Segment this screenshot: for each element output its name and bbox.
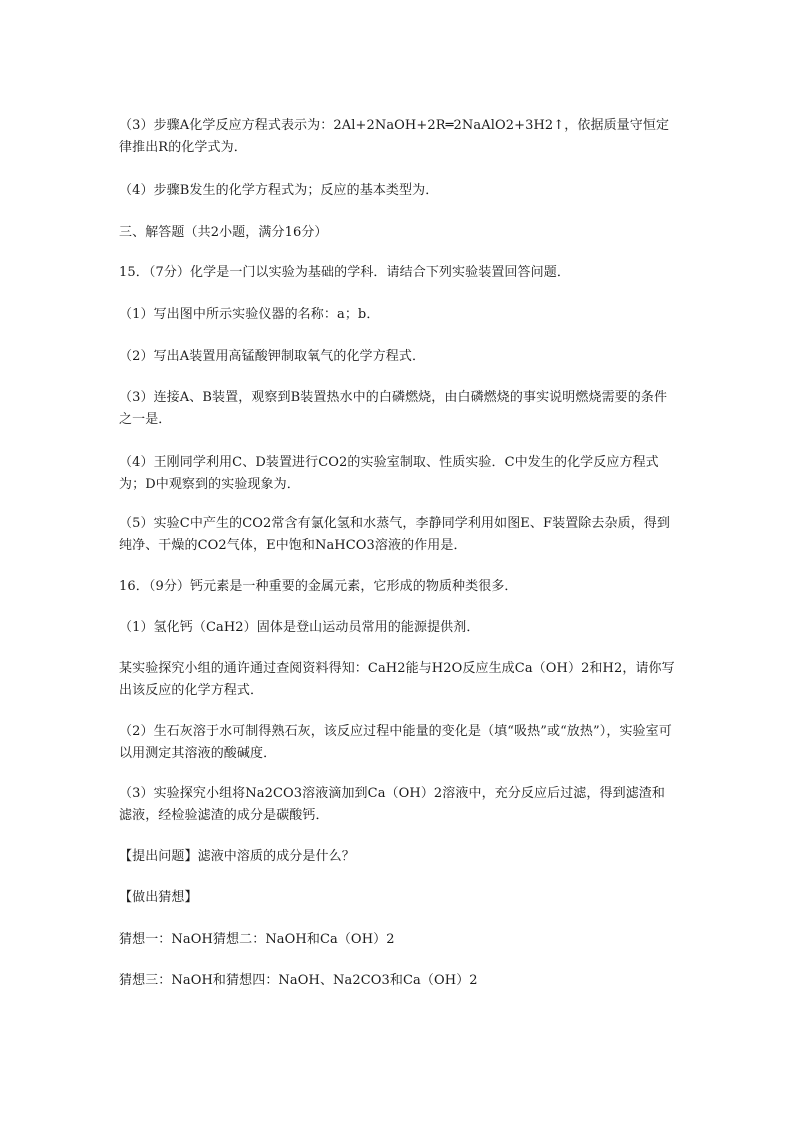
question-15-stem: 15．（7分）化学是一门以实验为基础的学科．请结合下列实验装置回答问题． — [119, 265, 570, 280]
question-15-part-3: （3）连接A、B装置，观察到B装置热水中的白磷燃烧，由白磷燃烧的事实说明燃烧需要的条件之一是． — [119, 390, 668, 427]
question-14-part-3: （3）步骤A化学反应方程式表示为：2Al+2NaOH+2R═2NaAlO2+3H2↑，依据质量守恒定律推出R的化学式为． — [119, 118, 670, 155]
question-16-research-note: 某实验探究小组的通许通过查阅资料得知：CaH2能与H2O反应生成Ca（OH）2和H2，请你写出该反应的化学方程式． — [119, 661, 675, 698]
question-14-part-4: （4）步骤B发生的化学方程式为；反应的基本类型为． — [119, 183, 439, 198]
hypotheses-3-4: 猜想三：NaOH和猜想四：NaOH、Na2CO3和Ca（OH）2 — [119, 973, 478, 988]
question-16-part-2: （2）生石灰溶于水可制得熟石灰，该反应过程中能量的变化是（填“吸热”或“放热”），实验室可以用测定其溶液的酸碱度． — [119, 724, 672, 761]
make-hypothesis-heading: 【做出猜想】 — [119, 890, 198, 905]
question-15-part-1: （1）写出图中所示实验仪器的名称：a；b． — [119, 307, 380, 322]
hypotheses-1-2: 猜想一：NaOH猜想二：NaOH和Ca（OH）2 — [119, 932, 395, 947]
question-15-part-5: （5）实验C中产生的CO2常含有氯化氢和水蒸气，李静同学利用如图E、F装置除去杂质，得到纯净、干燥的CO2气体，E中饱和NaHCO3溶液的作用是． — [119, 516, 671, 553]
question-16-part-3: （3）实验探究小组将Na2CO3溶液滴加到Ca（OH）2溶液中，充分反应后过滤，得到滤渣和滤液，经检验滤渣的成分是碳酸钙． — [119, 786, 666, 823]
question-15-part-2: （2）写出A装置用高锰酸钾制取氧气的化学方程式． — [119, 349, 426, 364]
question-16-stem: 16．（9分）钙元素是一种重要的金属元素，它形成的物质种类很多． — [119, 579, 518, 594]
question-16-part-1: （1）氢化钙（CaH2）固体是登山运动员常用的能源提供剂． — [119, 620, 480, 635]
question-15-part-4: （4）王刚同学利用C、D装置进行CO2的实验室制取、性质实验．C中发生的化学反应方程式为；D中观察到的实验现象为． — [119, 455, 659, 492]
section-heading: 三、解答题（共2小题，满分16分） — [119, 225, 328, 240]
raise-question: 【提出问题】滤液中溶质的成分是什么？ — [119, 849, 355, 864]
